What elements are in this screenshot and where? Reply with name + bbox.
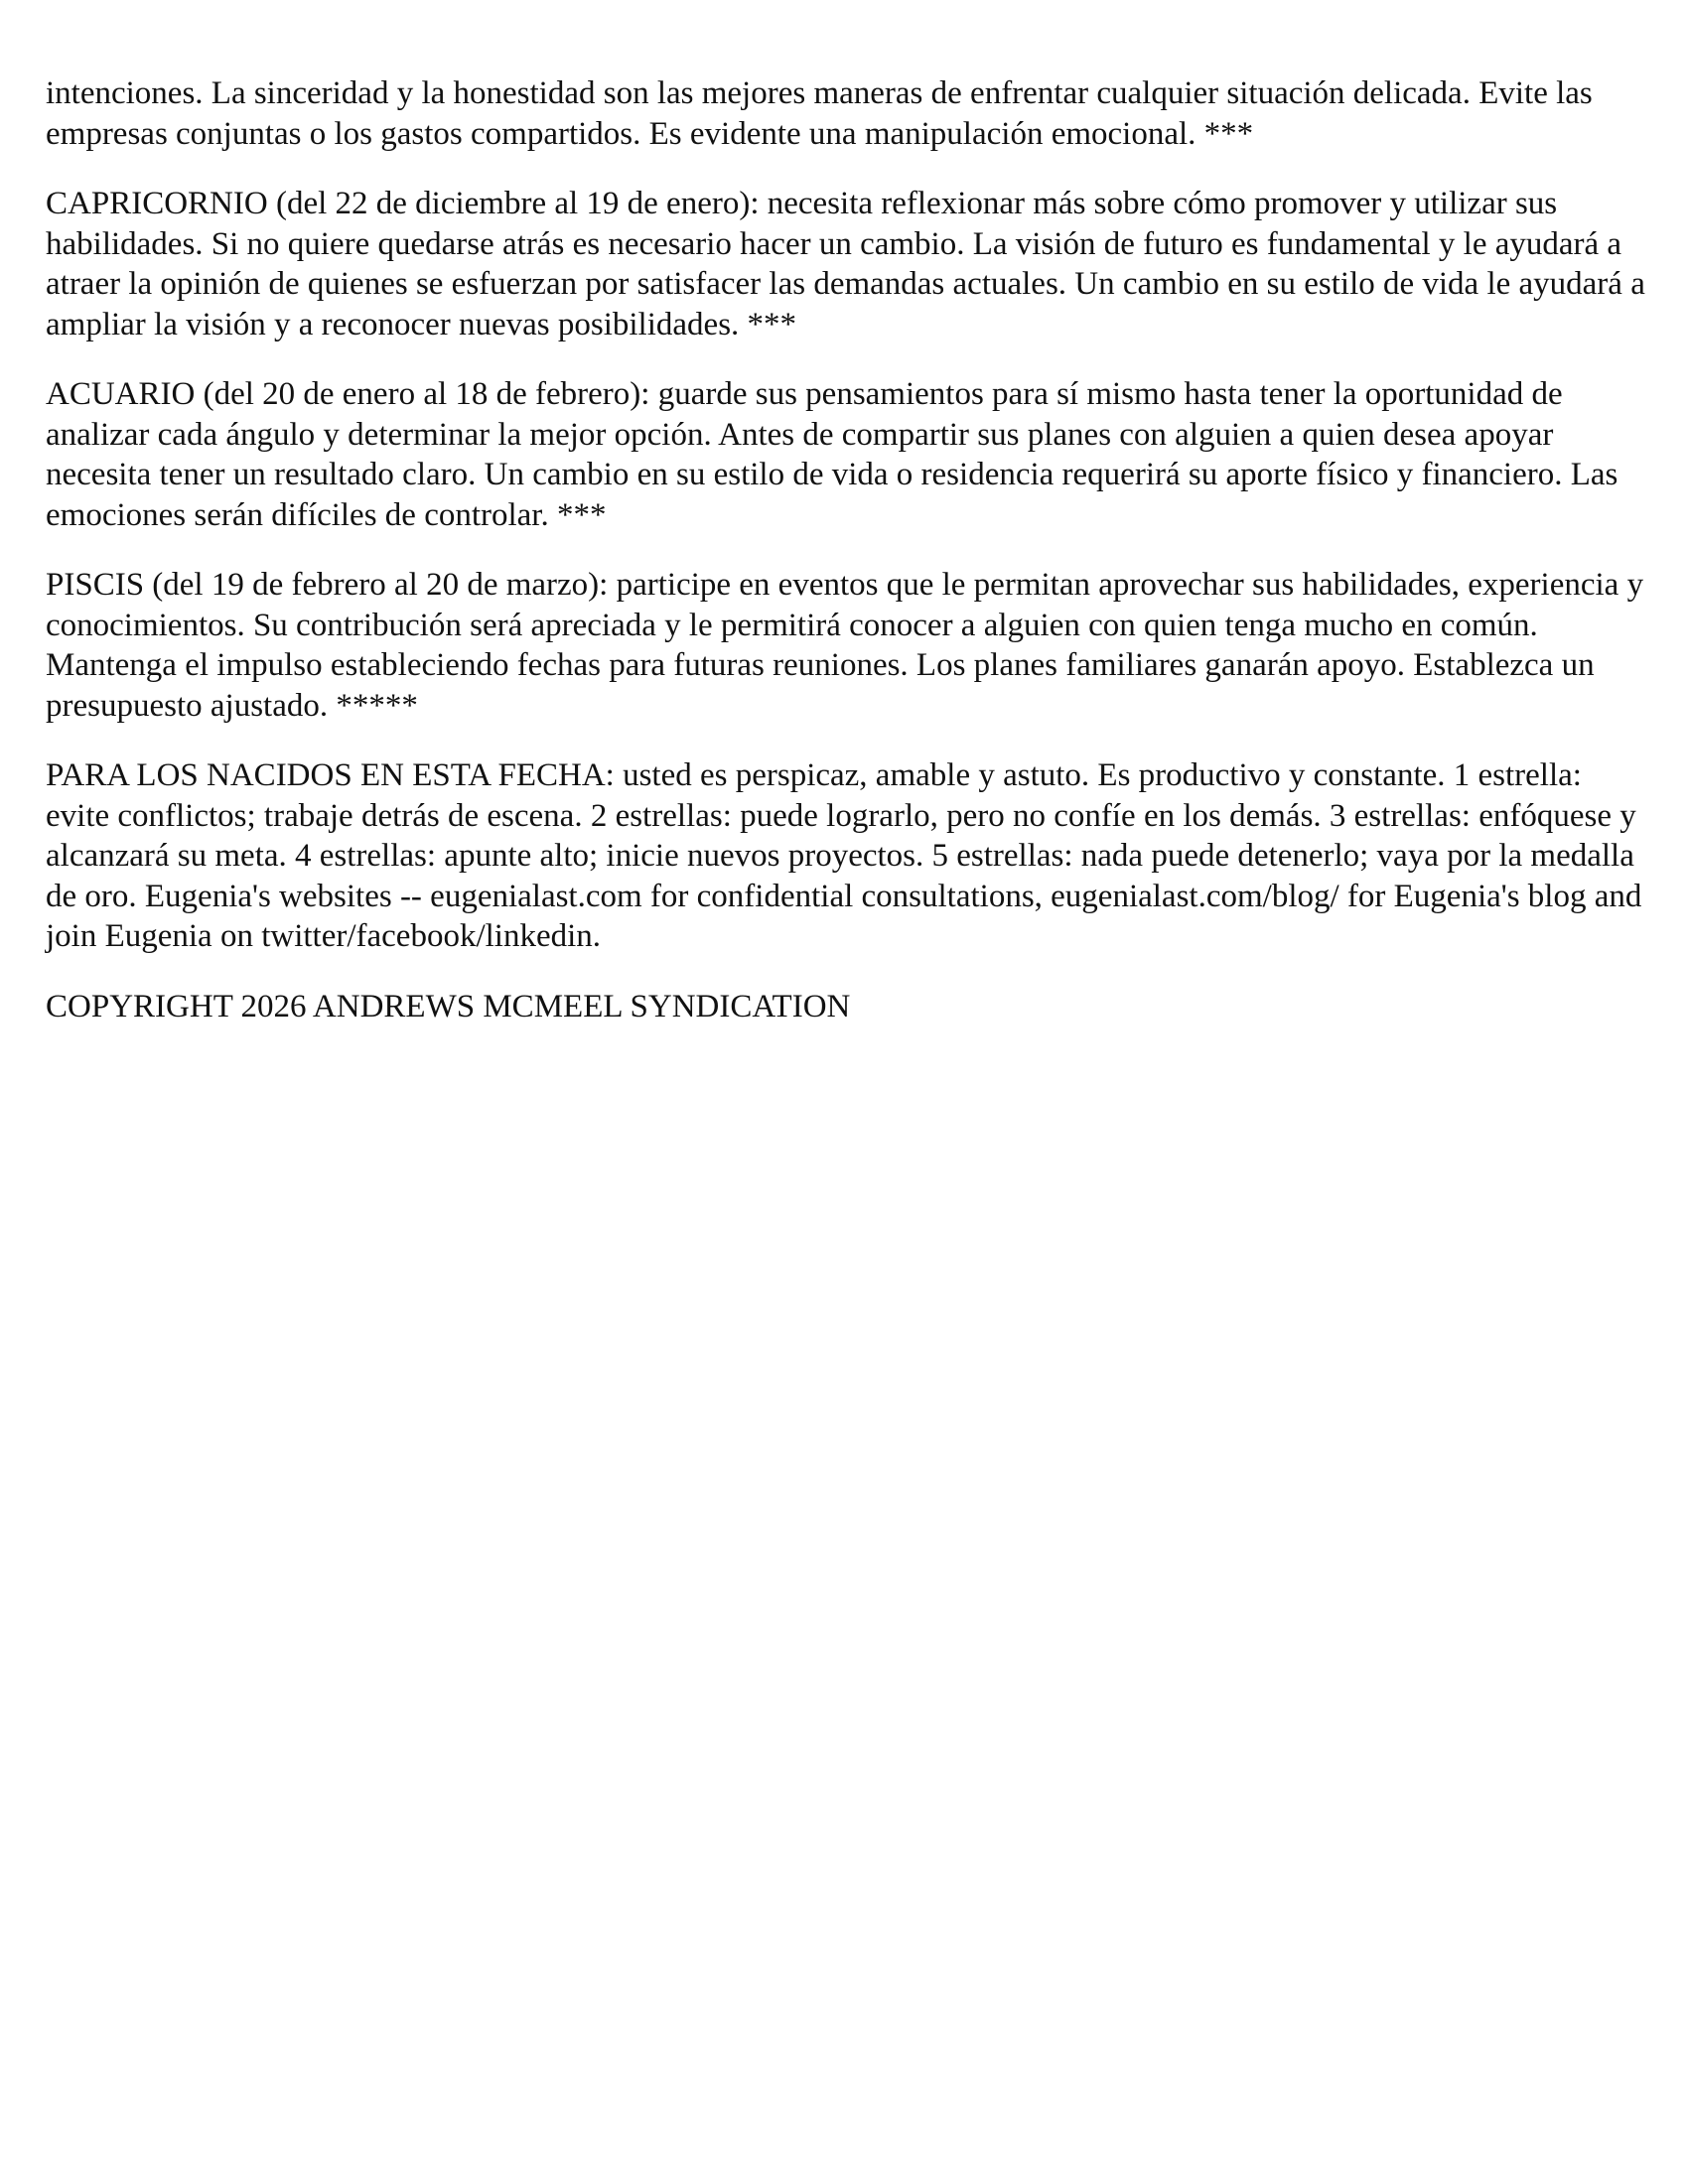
- paragraph-acuario: ACUARIO (del 20 de enero al 18 de febrero): guarde sus pensamientos para sí mismo hasta tener la oportunidad de analizar cada ángulo y determinar la mejor opción. Antes de compartir sus planes con alguien a quien desea apoyar necesita tener un resultado claro. Un cambio en su estilo de vida o residencia requerirá su aporte físico y financiero. Las emociones serán difíciles de controlar. ***: [46, 376, 1618, 533]
- paragraph-capricornio: CAPRICORNIO (del 22 de diciembre al 19 de enero): necesita reflexionar más sobre cómo promover y utilizar sus habilidades. Si no quiere quedarse atrás es necesario hacer un cambio. La visión de futuro es fundamental y le ayudará a atraer la opinión de quienes se esfuerzan por satisfacer las demandas actuales. Un cambio en su estilo de vida le ayudará a ampliar la visión y a reconocer nuevas posibilidades. ***: [46, 186, 1645, 342]
- paragraph-birthday: PARA LOS NACIDOS EN ESTA FECHA: usted es perspicaz, amable y astuto. Es productivo y constante. 1 estrella: evite conflictos; trabaje detrás de escena. 2 estrellas: puede lograrlo, pero no confíe en los demás. 3 estrellas: enfóquese y alcanzará su meta. 4 estrellas: apunte alto; inicie nuevos proyectos. 5 estrellas: nada puede detenerlo; vaya por la medalla de oro. Eugenia's websites -- eugenialast.com for confidential consultations, eugenialast.com/blog/ for Eugenia's blog and join Eugenia on twitter/facebook/linkedin.: [46, 757, 1642, 954]
- copyright-notice: COPYRIGHT 2026 ANDREWS MCMEEL SYNDICATION: [46, 988, 851, 1024]
- paragraph-continuation: intenciones. La sinceridad y la honestidad son las mejores maneras de enfrentar cualquier situación delicada. Evite las empresas conjuntas o los gastos compartidos. Es evidente una manipulación emocional. ***: [46, 75, 1593, 152]
- document-page: [46, 73, 1646, 1056]
- paragraph-piscis: PISCIS (del 19 de febrero al 20 de marzo): participe en eventos que le permitan aprovechar sus habilidades, experiencia y conocimientos. Su contribución será apreciada y le permitirá conocer a alguien con quien tenga mucho en común. Mantenga el impulso estableciendo fechas para futuras reuniones. Los planes familiares ganarán apoyo. Establezca un presupuesto ajustado. *****: [46, 567, 1644, 724]
